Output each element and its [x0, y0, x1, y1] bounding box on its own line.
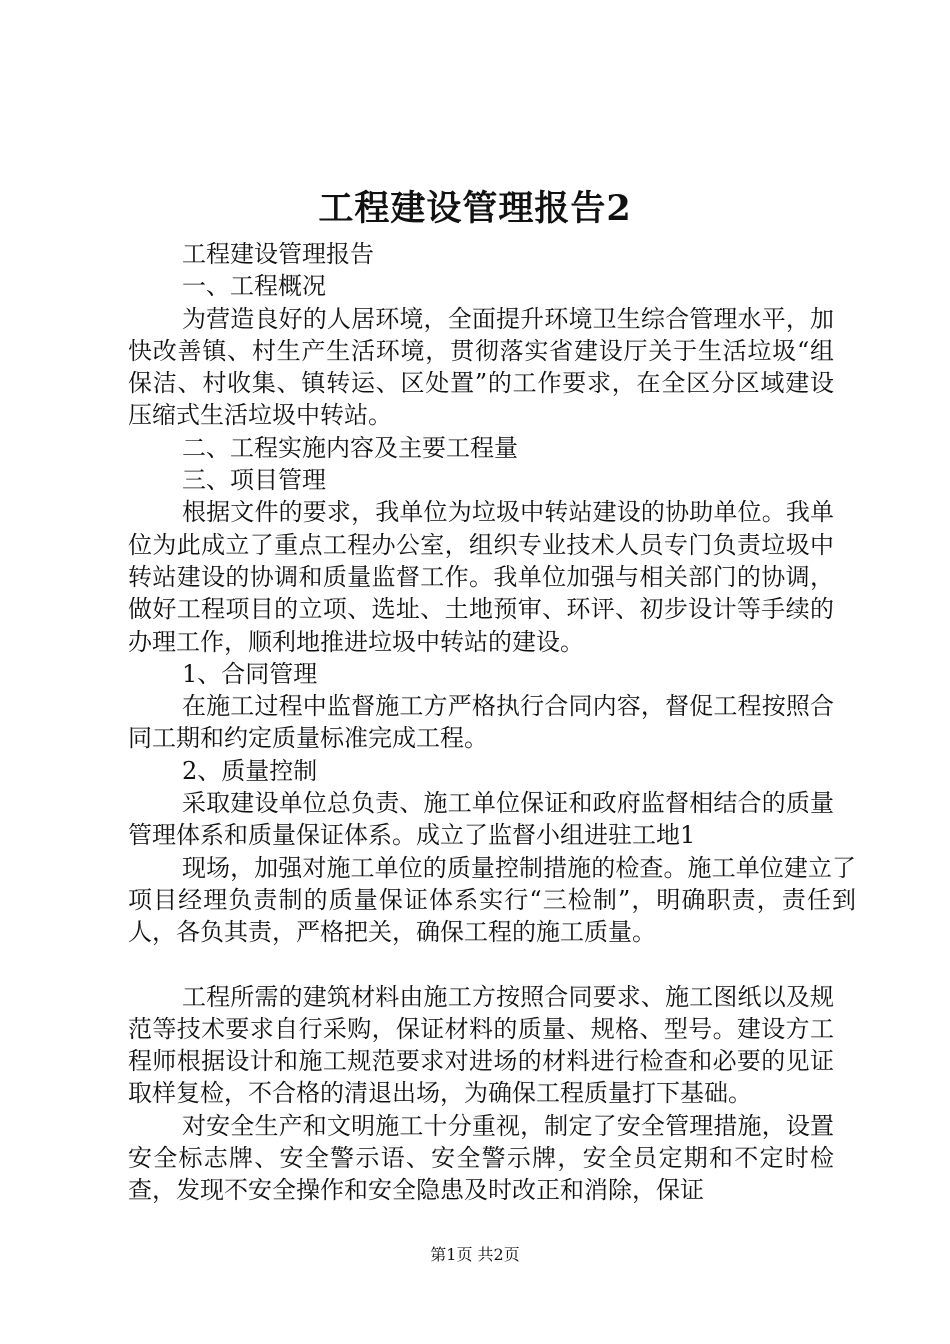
paragraph-contract: 在施工过程中监督施工方严格执行合同内容，督促工程按照合同工期和约定质量标准完成工程。: [128, 692, 834, 753]
paragraph-safety: 对安全生产和文明施工十分重视，制定了安全管理措施，设置安全标志牌、安全警示语、安全警示牌，安全员定期和不定时检查，发现不安全操作和安全隐患及时改正和消除，保证: [128, 1111, 834, 1205]
paragraph-quality-inspection: 现场，加强对施工单位的质量控制措施的检查。施工单位建立了项目经理负责制的质量保证体系实行“三检制”，明确职责，责任到人，各负其责，严格把关，确保工程的施工质量。: [128, 853, 856, 947]
section-heading-scope: 二、工程实施内容及主要工程量: [182, 433, 518, 462]
report-subtitle: 工程建设管理报告: [182, 240, 374, 268]
document-title: 工程建设管理报告2: [318, 188, 632, 229]
page-footer: 第1页 共2页: [430, 1245, 520, 1264]
paragraph-gap: [128, 949, 834, 981]
section-heading-overview: 一、工程概况: [182, 272, 326, 301]
paragraph-overview: 为营造良好的人居环境，全面提升环境卫生综合管理水平，加快改善镇、村生产生活环境，贯彻落实省建设厅关于生活垃圾“组保洁、村收集、镇转运、区处置”的工作要求，在全区分区域建设压缩式生活垃圾中转站。: [128, 304, 834, 430]
document-body: [128, 238, 856, 1207]
subheading-contract: 1、合同管理: [182, 659, 318, 688]
subheading-quality: 2、质量控制: [182, 756, 318, 785]
paragraph-materials: 工程所需的建筑材料由施工方按照合同要求、施工图纸以及规范等技术要求自行采购，保证材料的质量、规格、型号。建设方工程师根据设计和施工规范要求对进场的材料进行检查和必要的见证取样复检，不合格的清退出场，为确保工程质量打下基础。: [128, 982, 834, 1108]
paragraph-quality-system: 采取建设单位总负责、施工单位保证和政府监督相结合的质量管理体系和质量保证体系。成立了监督小组进驻工地1: [128, 789, 834, 850]
paragraph-management: 根据文件的要求，我单位为垃圾中转站建设的协助单位。我单位为此成立了重点工程办公室，组织专业技术人员专门负责垃圾中转站建设的协调和质量监督工作。我单位加强与相关部门的协调，做好工程项目的立项、选址、土地预审、环评、初步设计等手续的办理工作，顺利地推进垃圾中转站的建设。: [128, 498, 834, 656]
section-heading-management: 三、项目管理: [182, 466, 326, 495]
